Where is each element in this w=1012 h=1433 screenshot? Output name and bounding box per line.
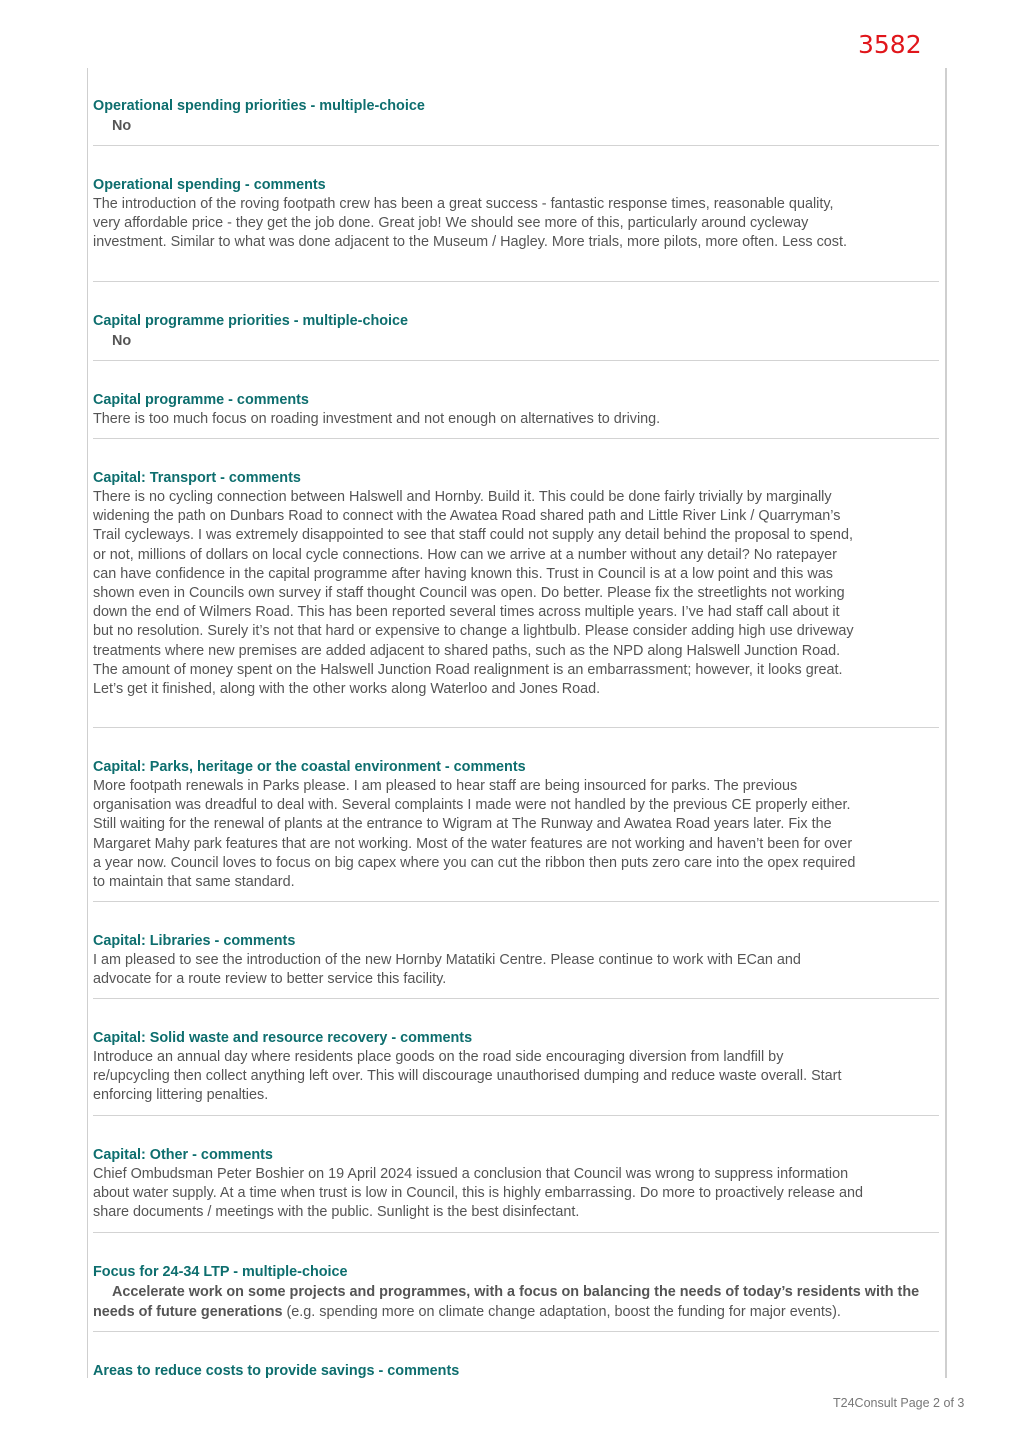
section-divider [93, 145, 939, 146]
question-response: The introduction of the roving footpath crew has been a great success - fantastic response times, reasonable quality, very affordable price - they get the job done. Great job! We should see more of this, particularly around cycleway investment. Similar to what was done adjacent to the Museum / Hagley. More trials, more pilots, more often. Less cost. [93, 196, 847, 251]
page-footer: T24Consult Page 2 of 3 [833, 1396, 965, 1410]
question-answer: No [112, 118, 132, 134]
question-capital-comments [93, 391, 939, 429]
question-response: Chief Ombudsman Peter Boshier on 19 April 2024 issued a conclusion that Council was wrong to suppress information about water supply. At a time when trust is low in Council, this is highly embarrassing. Do more to proactively release and share documents / meetings with the public. Sunlight is the best disinfectant. [93, 1166, 863, 1221]
question-title: Operational spending priorities - multiple-choice [93, 98, 425, 114]
question-title: Capital programme - comments [93, 392, 309, 408]
question-response: Introduce an annual day where residents place goods on the road side encouraging diversion from landfill by re/upcycling then collect anything left over. This will discourage unauthorised dumping and reduce waste overall. Start enforcing littering penalties. [93, 1049, 842, 1104]
section-divider [93, 727, 939, 728]
section-divider [93, 281, 939, 282]
section-divider [93, 901, 939, 902]
question-answer: No [112, 333, 132, 349]
question-title: Operational spending - comments [93, 177, 326, 193]
question-answer [93, 1282, 939, 1322]
question-response: More footpath renewals in Parks please. I am pleased to hear staff are being insourced for parks. The previous organisation was dreadful to deal with. Several complaints I made were not handled by the previous CE properly either. Still waiting for the renewal of plants at the entrance to Wigram at The Runway and Awatea Road years later. Fix the Margaret Mahy park features that are not working. Most of the water features are not working and haven’t been for over a year now. Council loves to focus on big capex where you can cut the ribbon then puts zero care into the opex required to maintain that same standard. [93, 778, 856, 891]
question-title: Focus for 24-34 LTP - multiple-choice [93, 1264, 348, 1280]
submission-number: 3582 [858, 30, 922, 59]
answer-example-text: (e.g. spending more on climate change adaptation, boost the funding for major events). [282, 1304, 841, 1320]
question-title: Capital: Parks, heritage or the coastal environment - comments [93, 759, 526, 775]
section-divider [93, 438, 939, 439]
answer-selected-option: Accelerate work on some projects and programmes, with a focus on balancing the needs of today’s residents with the needs of future generations [93, 1284, 920, 1320]
question-capital-priorities [93, 312, 939, 351]
question-capital-other-comments [93, 1146, 939, 1223]
question-ltp-focus [93, 1263, 939, 1322]
question-title: Capital programme priorities - multiple-choice [93, 313, 409, 329]
question-parks-comments [93, 758, 939, 892]
right-border-rule [945, 68, 947, 1378]
section-divider [93, 1115, 939, 1116]
question-operational-comments [93, 176, 939, 253]
question-solid-waste-comments [93, 1029, 939, 1106]
section-divider [93, 1232, 939, 1233]
left-border-rule [87, 68, 88, 1378]
question-operational-priorities [93, 97, 939, 136]
question-transport-comments [93, 469, 939, 699]
section-divider [93, 1331, 939, 1332]
question-response: There is no cycling connection between Halswell and Hornby. Build it. This could be done fairly trivially by marginally widening the path on Dunbars Road to connect with the Awatea Road shared path and Little River Link / Quarryman’s Trail cycleways. I was extremely disappointed to see that staff could not supply any detail behind the proposal to spend, or not, millions of dollars on local cycle connections. How can we arrive at a number without any detail? No ratepayer can have confidence in the capital programme after having known this. Trust in Council is at a low point and this was shown even in Councils own survey if staff thought Council was open. Do better. Please fix the streetlights not working down the end of Wilmers Road. This has been reported several times across multiple years. I’ve had staff call about it but no resolution. Surely it’s not that hard or expensive to change a lightbulb. Please consider adding high use driveway treatments where new premises are added adjacent to shared paths, such as the NPD along Halswell Junction Road. The amount of money spent on the Halswell Junction Road realignment is an embarrassment; however, it looks great. Let’s get it finished, along with the other works along Waterloo and Jones Road. [93, 489, 854, 698]
question-title: Capital: Solid waste and resource recovery - comments [93, 1030, 473, 1046]
section-divider [93, 998, 939, 999]
question-title: Capital: Libraries - comments [93, 933, 296, 949]
question-response: There is too much focus on roading investment and not enough on alternatives to driving. [93, 411, 661, 427]
section-divider [93, 360, 939, 361]
question-cost-savings-comments [93, 1362, 939, 1381]
question-title: Areas to reduce costs to provide savings - comments [93, 1363, 460, 1379]
question-title: Capital: Other - comments [93, 1147, 273, 1163]
question-title: Capital: Transport - comments [93, 470, 301, 486]
question-response: I am pleased to see the introduction of the new Hornby Matatiki Centre. Please continue to work with ECan and advocate for a route review to better service this facility. [93, 952, 801, 988]
question-libraries-comments [93, 932, 939, 989]
